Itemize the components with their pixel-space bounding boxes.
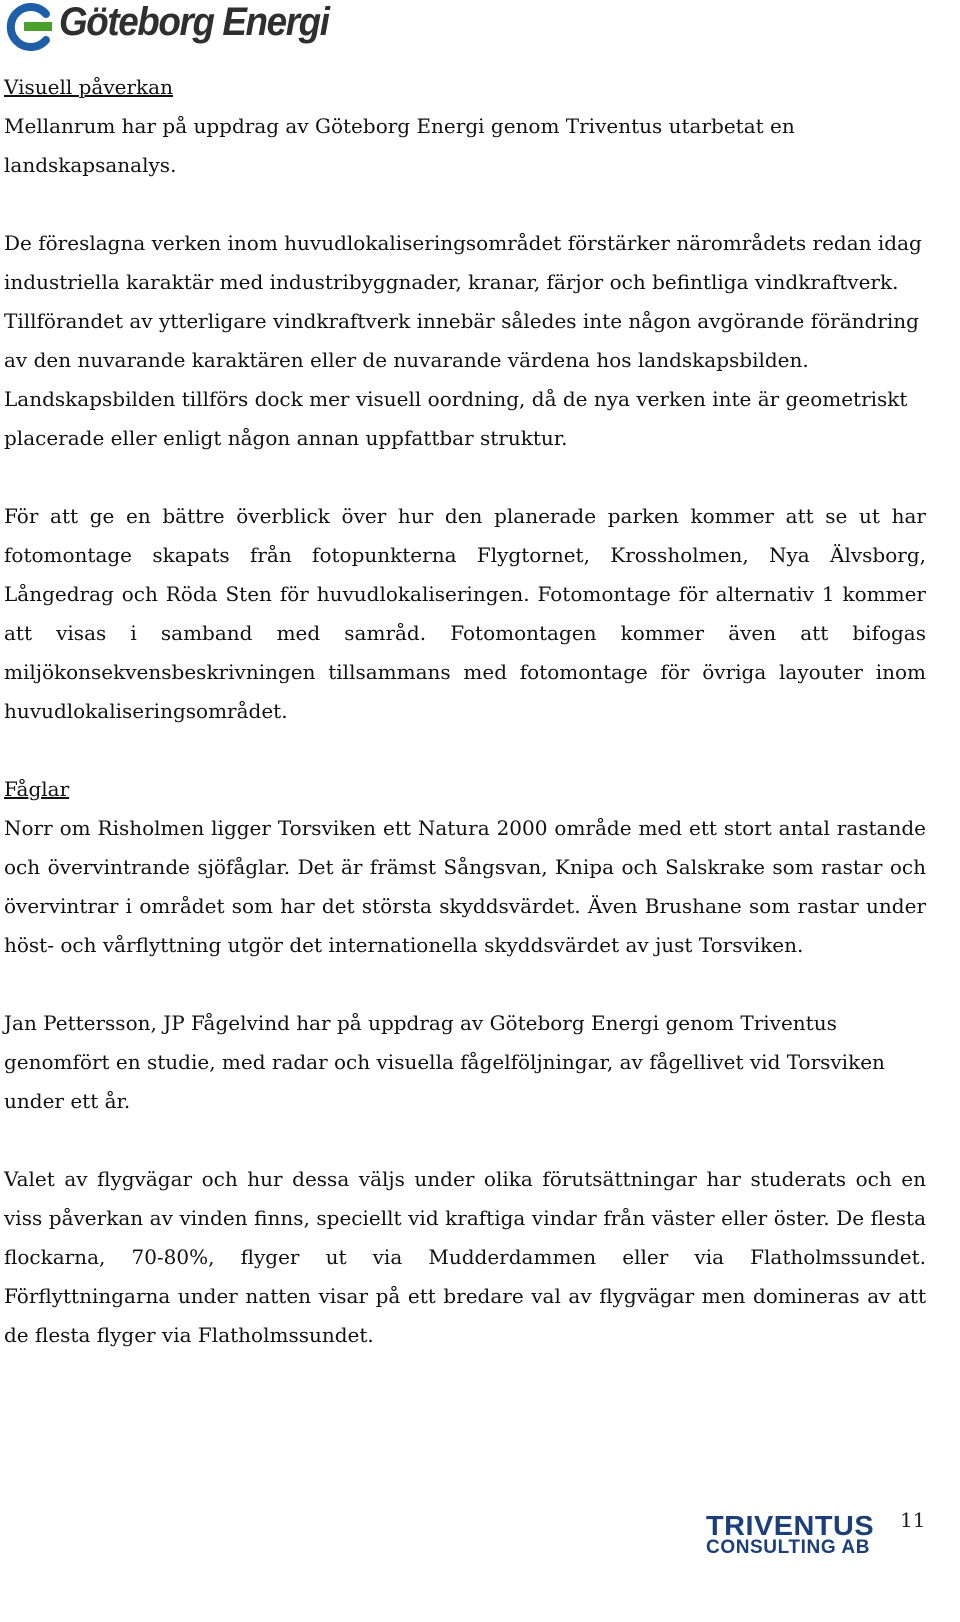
heading-birds: Fåglar bbox=[4, 777, 70, 801]
triventus-logo-line1: TRIVENTUS bbox=[706, 1510, 875, 1541]
paragraph-flight-routes: Valet av flygvägar och hur dessa väljs under olika förutsättningar har studerats och en viss påverkan av vinden finns, speciellt vid kraftiga vindar från väster eller öster. De flesta flockarna, 70-80%, flyger ut via Mudderdammen eller via Flatholmssundet. Förflyttningarna under natten visar på ett bredare val av flygvägar men domineras av att de flesta flyger via Flatholmssundet. bbox=[4, 1167, 926, 1347]
triventus-logo bbox=[706, 1510, 886, 1562]
paragraph-industrial-character: De föreslagna verken inom huvudlokaliseringsområdet förstärker närområdets redan idag industriella karaktär med industribyggnader, kranar, färjor och befintliga vindkraftverk. Tillförandet av ytterligare vindkraftverk innebär således inte någon avgörande förändring av den nuvarande karaktären eller de nuvarande värdena hos landskapsbilden. Landskapsbilden tillförs dock mer visuell oordning, då de nya verken inte är geometriskt placerade eller enligt någon annan uppfattbar struktur. bbox=[4, 231, 922, 450]
paragraph-photomontage: För att ge en bättre överblick över hur den planerade parken kommer att se ut har fotomontage skapats från fotopunkterna Flygtornet, Krossholmen, Nya Älvsborg, Långedrag och Röda Sten för huvudlokaliseringen. Fotomontage för alternativ 1 kommer att visas i samband med samråd. Fotomontagen kommer även att bifogas miljökonsekvensbeskrivningen tillsammans med fotomontage för övriga layouter inom huvudlokaliseringsområdet. bbox=[4, 504, 926, 723]
triventus-logo-line2: CONSULTING AB bbox=[706, 1537, 871, 1558]
paragraph-landscape-analysis: Mellanrum har på uppdrag av Göteborg Energi genom Triventus utarbetat en landskapsanalys. bbox=[4, 114, 795, 177]
logo-wordmark: Göteborg Energi bbox=[59, 0, 329, 44]
page-number: 11 bbox=[900, 1508, 926, 1532]
document-body bbox=[4, 68, 926, 1355]
goteborg-energi-logo bbox=[2, 2, 332, 52]
paragraph-bird-study: Jan Pettersson, JP Fågelvind har på uppdrag av Göteborg Energi genom Triventus genomfört en studie, med radar och visuella fågelföljningar, av fågellivet vid Torsviken under ett år. bbox=[4, 1011, 885, 1113]
heading-visual-impact: Visuell påverkan bbox=[4, 75, 173, 99]
goteborg-energi-emblem-icon bbox=[2, 2, 56, 52]
paragraph-torsviken: Norr om Risholmen ligger Torsviken ett Natura 2000 område med ett stort antal rastande och övervintrande sjöfåglar. Det är främst Sångsvan, Knipa och Salskrake som rastar och övervintrar i området som har det största skyddsvärdet. Även Brushane som rastar under höst- och vårflyttning utgör det internationella skyddsvärdet av just Torsviken. bbox=[4, 816, 926, 957]
